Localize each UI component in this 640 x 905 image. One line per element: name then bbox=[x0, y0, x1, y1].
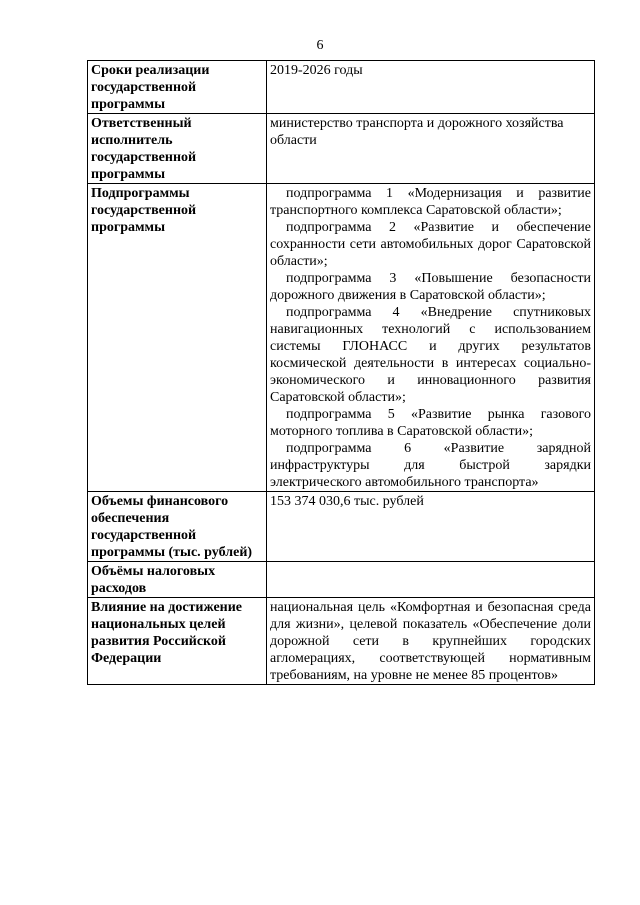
row-value bbox=[267, 184, 595, 492]
value-paragraph: 2019-2026 годы bbox=[270, 63, 363, 78]
row-value-empty bbox=[267, 562, 595, 598]
table-row bbox=[88, 184, 595, 492]
table-row bbox=[88, 598, 595, 685]
row-label: Объемы финансового обеспечения государственной программы (тыс. рублей) bbox=[88, 492, 267, 562]
table-row bbox=[88, 562, 595, 598]
row-label: Объёмы налоговых расходов bbox=[88, 562, 267, 598]
row-value bbox=[267, 61, 595, 114]
row-value bbox=[267, 598, 595, 685]
row-label: Подпрограммы государственной программы bbox=[88, 184, 267, 492]
value-paragraph: национальная цель «Комфортная и безопасная среда для жизни», целевой показатель «Обеспечение доли дорожной сети в крупнейших городских агломерациях, соответствующей нормативным требованиям, на уровне не менее 85 процентов» bbox=[270, 600, 591, 683]
subprogram-6: подпрограмма 6 «Развитие зарядной инфраструктуры для быстрой зарядки электрического автомобильного транспорта» bbox=[270, 441, 591, 490]
value-paragraph: министерство транспорта и дорожного хозяйства области bbox=[270, 116, 564, 148]
row-label: Ответственный исполнитель государственной программы bbox=[88, 114, 267, 184]
page-number: 6 bbox=[316, 38, 324, 53]
table-row bbox=[88, 114, 595, 184]
value-paragraph: 153 374 030,6 тыс. рублей bbox=[270, 494, 424, 509]
row-value bbox=[267, 114, 595, 184]
subprogram-3: подпрограмма 3 «Повышение безопасности дорожного движения в Саратовской области»; bbox=[270, 271, 591, 303]
table-row bbox=[88, 492, 595, 562]
row-label: Сроки реализации государственной программы bbox=[88, 61, 267, 114]
subprogram-2: подпрограмма 2 «Развитие и обеспечение сохранности сети автомобильных дорог Саратовской области»; bbox=[270, 220, 591, 269]
program-passport-table bbox=[87, 60, 595, 685]
subprogram-1: подпрограмма 1 «Модернизация и развитие транспортного комплекса Саратовской области»; bbox=[270, 186, 591, 218]
row-value bbox=[267, 492, 595, 562]
table-row bbox=[88, 61, 595, 114]
row-label: Влияние на достижение национальных целей развития Российской Федерации bbox=[88, 598, 267, 685]
subprogram-5: подпрограмма 5 «Развитие рынка газового моторного топлива в Саратовской области»; bbox=[270, 407, 591, 439]
subprogram-4: подпрограмма 4 «Внедрение спутниковых навигационных технологий с использованием системы ГЛОНАСС и других результатов космической деятельности в интересах социально-экономического и инновационного развития Саратовской области»; bbox=[270, 305, 591, 405]
